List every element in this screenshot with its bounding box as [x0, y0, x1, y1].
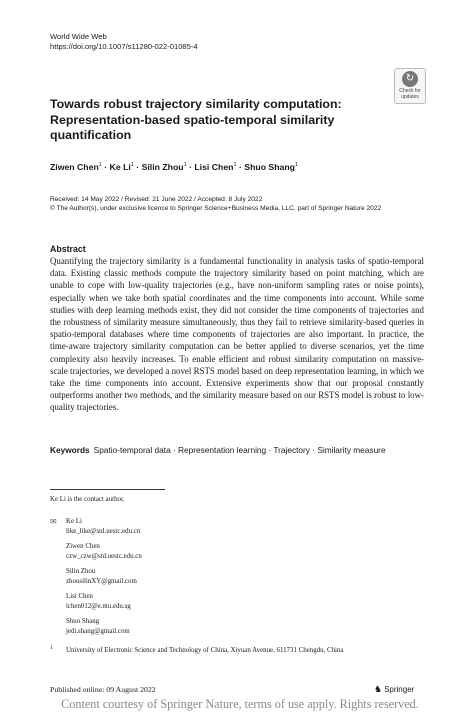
author-name: Shuo Shang	[244, 162, 295, 172]
history-dates: Received: 14 May 2022 / Revised: 21 June 2022 / Accepted: 8 July 2022	[50, 196, 263, 203]
journal-header	[50, 32, 198, 52]
badge-line-2: updates	[401, 94, 419, 100]
copyright-line: © The Author(s), under exclusive licence to Springer Science+Business Media, LLC, part of Springer Nature 2022	[50, 205, 382, 212]
abstract-heading: Abstract	[50, 244, 86, 254]
keywords-label: Keywords	[50, 445, 90, 455]
keywords-line	[50, 445, 386, 455]
publisher-name: Springer	[384, 685, 415, 694]
contact-email[interactable]: czw_czw@std.uestc.edu.cn	[66, 552, 142, 560]
published-date: Published online: 09 August 2022	[50, 685, 156, 694]
affiliation-number: 1	[50, 645, 53, 651]
contact-name: Lisi Chen	[66, 593, 93, 600]
publisher-logo	[374, 684, 414, 695]
affiliation-text: University of Electronic Science and Technology of China, Xiyuan Avenue, 611731 Chengdu, China	[66, 647, 344, 654]
badge-line-1: Check for	[399, 88, 421, 94]
contact-name: Shuo Shang	[66, 618, 100, 625]
contact-email[interactable]: zhousilinXY@gmail.com	[66, 577, 137, 585]
author-name: Lisi Chen	[194, 162, 234, 172]
contact-name: Ke Li	[66, 518, 82, 525]
author-affiliation-mark: 1	[130, 162, 134, 169]
springer-horse-icon: ♞	[374, 684, 383, 694]
contact-entry	[66, 592, 131, 612]
contact-entry	[66, 517, 140, 537]
check-updates-icon: ↻	[402, 71, 418, 87]
author-affiliation-mark: 1	[98, 162, 102, 169]
contact-email[interactable]: jedi.shang@gmail.com	[66, 627, 130, 635]
article-history	[50, 195, 381, 213]
doi-link[interactable]: https://doi.org/10.1007/s11280-022-01085-4	[50, 42, 198, 51]
footnote-divider	[50, 489, 165, 490]
author-name: Silin Zhou	[141, 162, 184, 172]
author-affiliation-mark: 1	[294, 162, 299, 169]
keywords-text: Spatio-temporal data · Representation learning · Trajectory · Similarity measure	[93, 445, 386, 455]
author-list: Ziwen Chen$^1$ · Ke $Li^1$ · Silin Zhou$^1$ · Lisi Chen$^1$ · Shuo Shang$^1$	[50, 162, 299, 172]
courtesy-watermark: Content courtesy of Springer Nature, terms of use apply. Rights reserved.	[61, 697, 419, 711]
author-name: Ke Li	[109, 162, 131, 172]
paper-title: Towards robust trajectory similarity computation: Representation-based spatio-temporal similarity quantification	[50, 97, 342, 142]
contact-entry	[66, 617, 130, 637]
author-affiliation-mark: 1	[183, 162, 187, 169]
contact-name: Silin Zhou	[66, 568, 96, 575]
contact-name: Ziwen Chen	[66, 543, 100, 550]
journal-name: World Wide Web	[50, 32, 107, 41]
abstract-text: Quantifying the trajectory similarity is a fundamental functionality in analysis tasks of spatio-temporal data. Existing classic methods compute the trajectory similarity based on point matching, which are unable to cope with low-quality trajectories (e.g., have non-uniform sampling rates or noise points), especially when we take both spatial coordinates and the time components into account. While some studies with deep learning methods exist, they did not consider the time components of trajectories and the robustness of similarity measure simultaneously, thus they fail to retrieve similarity-based queries in spatio-temporal databases where time components of trajectories are also important. In practice, the time-aware trajectory similarity computation can be better applied to diverse scenarios, yet the time complexity also heavily increases. To enable efficient and robust similarity computation on massive-scale trajectories, we developed a novel RSTS model based on deep representation learning, in which we take the time components into account. Extensive experiments show that our proposal constantly outperforms another two methods, and the similarity measure based on our RSTS model is robust to low-quality trajectories.	[50, 256, 424, 413]
contact-author-note: Ke Li is the contact author.	[50, 496, 125, 503]
contact-entry	[66, 542, 142, 562]
contact-email[interactable]: like_like@std.uestc.edu.cn	[66, 527, 141, 535]
contact-entry	[66, 567, 137, 587]
author-name: Ziwen Chen	[50, 162, 99, 172]
contact-email[interactable]: lchen012@e.ntu.edu.sg	[66, 602, 131, 610]
author-affiliation-mark: 1	[233, 162, 237, 169]
check-for-updates-badge[interactable]	[394, 68, 426, 104]
envelope-icon: ✉	[50, 517, 57, 526]
